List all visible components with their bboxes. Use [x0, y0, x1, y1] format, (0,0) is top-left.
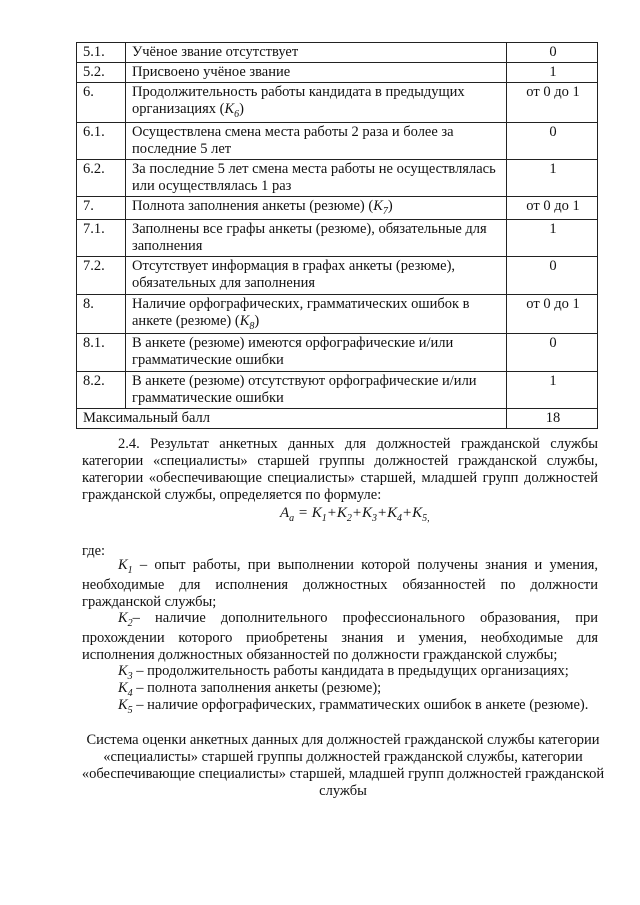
max-score-value: 18	[507, 408, 598, 428]
formula: $А_а = К_1+К_2+К_3+К_4+К_{5,}$	[280, 505, 430, 524]
row-score: 0	[507, 123, 598, 160]
table-row	[77, 294, 598, 334]
row-criterion: В анкете (резюме) имеются орфографические и/или грамматические ошибки	[126, 334, 507, 371]
table-row	[77, 160, 598, 197]
paragraph-2-4: 2.4. Результат анкетных данных для должностей гражданской службы категории «специалисты» старшей группы должностей гражданской службы, категории «обеспечивающие специалисты» старшей, младшей групп должностей гражданской службы, определяется по формуле:	[82, 436, 598, 504]
row-score: 0	[507, 257, 598, 294]
scoring-table	[76, 42, 598, 429]
table-row	[77, 220, 598, 257]
where-label: где:	[82, 543, 106, 559]
row-number: 6.1.	[77, 123, 126, 160]
row-score: 1	[507, 160, 598, 197]
row-number: 6.2.	[77, 160, 126, 197]
row-criterion: Осуществлена смена места работы 2 раза и более за последние 5 лет	[126, 123, 507, 160]
row-number: 8.	[77, 294, 126, 334]
row-score: 1	[507, 371, 598, 408]
row-criterion: Продолжительность работы кандидата в предыдущих организациях $(К_6)$	[126, 83, 507, 123]
row-number: 8.1.	[77, 334, 126, 371]
row-criterion: Наличие орфографических, грамматических ошибок в анкете (резюме) $(К_8)$	[126, 294, 507, 334]
row-criterion: Присвоено учёное звание	[126, 63, 507, 83]
row-score: 0	[507, 334, 598, 371]
row-number: 5.2.	[77, 63, 126, 83]
row-score: от 0 до 1	[507, 294, 598, 334]
definition-k5: $К_5$ – наличие орфографических, грамматических ошибок в анкете (резюме).	[118, 697, 589, 716]
row-number: 7.1.	[77, 220, 126, 257]
row-score: 1	[507, 220, 598, 257]
table-total-row	[77, 408, 598, 428]
row-score: от 0 до 1	[507, 83, 598, 123]
row-criterion: За последние 5 лет смена места работы не осуществлялась или осуществлялась 1 раз	[126, 160, 507, 197]
row-criterion: Отсутствует информация в графах анкеты (резюме), обязательных для заполнения	[126, 257, 507, 294]
row-criterion: Учёное звание отсутствует	[126, 43, 507, 63]
row-score: 0	[507, 43, 598, 63]
table-row	[77, 43, 598, 63]
row-criterion: Полнота заполнения анкеты (резюме) $(К_7)$	[126, 197, 507, 220]
closing-heading: Система оценки анкетных данных для должностей гражданской службы категории «специалисты» старшей группы должностей гражданской службы, категории «обеспечивающие специалисты» старшей, младшей групп должностей гражданской службы	[81, 732, 605, 800]
row-score: от 0 до 1	[507, 197, 598, 220]
table-row	[77, 371, 598, 408]
table-row	[77, 63, 598, 83]
table-row	[77, 83, 598, 123]
row-number: 7.2.	[77, 257, 126, 294]
table-row	[77, 334, 598, 371]
definition-k4: $К_4$ – полнота заполнения анкеты (резюме);	[118, 680, 382, 699]
definition-k3: $К_3$ – продолжительность работы кандидата в предыдущих организациях;	[118, 663, 569, 682]
table-row	[77, 197, 598, 220]
row-criterion: Заполнены все графы анкеты (резюме), обязательные для заполнения	[126, 220, 507, 257]
row-number: 8.2.	[77, 371, 126, 408]
definition-k2: $К_2-$ наличие дополнительного профессионального образования, при прохождении которого приобретены знания и умения, необходимые для исполнения должностных обязанностей по должности гражданской службы;	[82, 610, 598, 663]
max-score-label: Максимальный балл	[77, 408, 507, 428]
row-number: 6.	[77, 83, 126, 123]
row-score: 1	[507, 63, 598, 83]
definition-k1: $К_1$ – опыт работы, при выполнении которой получены знания и умения, необходимые для исполнения должностных обязанностей по должности гражданской службы;	[82, 557, 599, 610]
row-criterion: В анкете (резюме) отсутствуют орфографические и/или грамматические ошибки	[126, 371, 507, 408]
table-row	[77, 123, 598, 160]
row-number: 5.1.	[77, 43, 126, 63]
table-row	[77, 257, 598, 294]
row-number: 7.	[77, 197, 126, 220]
